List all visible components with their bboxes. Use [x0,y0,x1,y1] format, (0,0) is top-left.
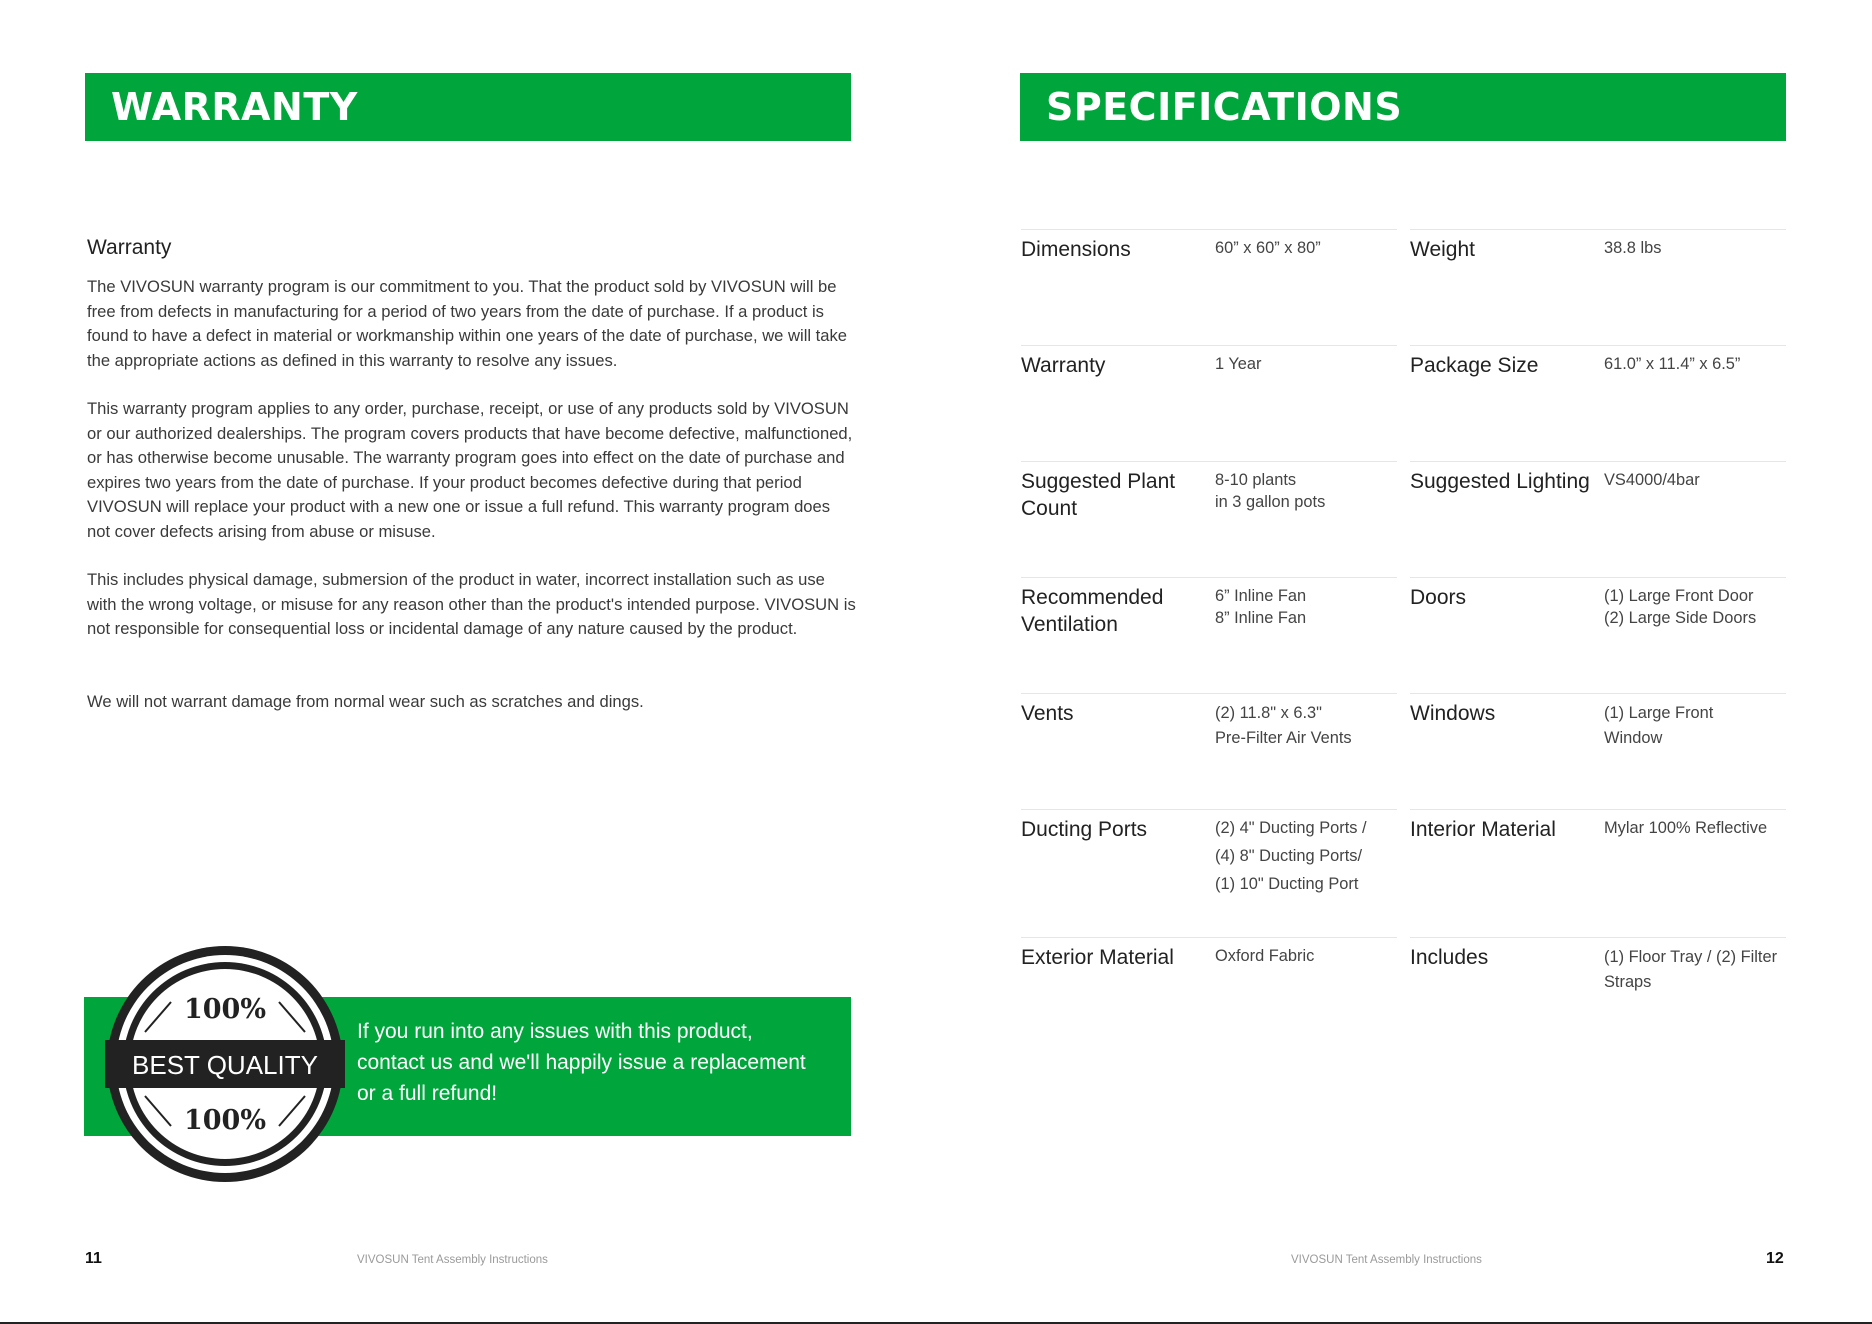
specifications-header: SPECIFICATIONS [1020,73,1786,141]
warranty-header: WARRANTY [85,73,851,141]
spec-label: Ducting Ports [1021,818,1148,841]
spec-value: (2) 4" Ducting Ports / (4) 8" Ducting Ports/ (1) 10" Ducting Port [1215,819,1367,893]
spec-row-plant-count [1021,461,1397,520]
promo-text: If you run into any issues with this product, contact us and we'll happily issue a replacement or a full refund! [357,1020,806,1105]
spec-value: (1) Floor Tray / (2) Filter Straps [1604,948,1778,991]
page-right [936,0,1872,1322]
spec-label: Vents [1021,702,1074,725]
spec-row-vents [1021,693,1397,747]
warranty-paragraph: This includes physical damage, submersion of the product in water, incorrect installation such as use with the wrong voltage, or misuse for any reason other than the product's intended purpose. VIVOSUN is not responsible for consequential loss or incidental damage of any nature caused by the product. [87,570,856,638]
badge-middle-text: BEST QUALITY [132,1050,318,1080]
spec-value: Oxford Fabric [1215,947,1315,965]
warranty-paragraph: This warranty program applies to any order, purchase, receipt, or use of any products sold by VIVOSUN or our authorized dealerships. The program covers products that have become defective, malfunctioned, or has otherwise become unusable. The warranty program goes into effect on the date of purchase and expires two years from the date of purchase. If your product becomes defective during that period VIVOSUN will replace your product with a new one or issue a full refund. This warranty program does not cover defects arising from abuse or misuse. [87,399,853,541]
page-number: 11 [85,1250,102,1267]
spec-row-package-size [1410,345,1786,377]
spec-row-interior-material [1410,809,1786,841]
spec-label: Recommended Ventilation [1021,586,1164,636]
spec-label: Includes [1410,946,1489,969]
spec-value: (1) Large Front Window [1604,704,1714,747]
spec-value: 6” Inline Fan 8” Inline Fan [1215,587,1307,627]
spec-row-lighting [1410,461,1786,493]
spec-value: 61.0” x 11.4” x 6.5” [1604,355,1741,373]
spec-row-weight [1410,229,1786,261]
spec-value: 1 Year [1215,355,1262,373]
spec-row-windows [1410,693,1786,747]
warranty-section-title: Warranty [87,236,172,259]
page-number: 12 [1766,1250,1784,1267]
footer-document-title: VIVOSUN Tent Assembly Instructions [357,1254,548,1266]
spec-label: Dimensions [1021,238,1131,261]
spec-value: 38.8 lbs [1604,239,1662,257]
spec-value: (2) 11.8" x 6.3" Pre-Filter Air Vents [1215,704,1352,747]
spec-label: Suggested Plant Count [1021,470,1176,520]
spec-row-dimensions [1021,229,1397,261]
page-left [0,0,936,1322]
spec-label: Exterior Material [1021,946,1174,969]
warranty-paragraph: We will not warrant damage from normal wear such as scratches and dings. [87,692,644,711]
spec-row-ventilation [1021,577,1397,636]
spec-value: 8-10 plants in 3 gallon pots [1215,471,1326,511]
spec-label: Doors [1410,586,1467,609]
best-quality-badge-icon [105,944,345,1184]
badge-top-text: 100% [183,994,267,1025]
spec-row-exterior-material [1021,937,1397,969]
spec-row-includes [1410,937,1786,991]
spec-value: VS4000/4bar [1604,471,1700,489]
spec-label: Package Size [1410,354,1539,377]
spec-row-warranty [1021,345,1397,377]
footer-document-title: VIVOSUN Tent Assembly Instructions [1291,1254,1482,1266]
spec-value: 60” x 60” x 80” [1215,239,1321,257]
spec-label: Warranty [1021,354,1106,377]
spec-label: Weight [1410,238,1475,261]
spec-row-doors [1410,577,1786,627]
spec-label: Interior Material [1410,818,1556,841]
badge-bottom-text: 100% [183,1105,267,1136]
spec-label: Suggested Lighting [1410,470,1590,493]
spec-row-ducting-ports [1021,809,1397,893]
spec-value: Mylar 100% Reflective [1604,819,1768,837]
warranty-paragraph: The VIVOSUN warranty program is our commitment to you. That the product sold by VIVOSUN will be free from defects in manufacturing for a period of two years from the date of purchase. If a product is found to have a defect in material or workmanship within one years of the date of purchase, we will take the appropriate actions as defined in this warranty to resolve any issues. [87,277,848,370]
spec-label: Windows [1410,702,1496,725]
spec-value: (1) Large Front Door (2) Large Side Doors [1604,587,1757,627]
